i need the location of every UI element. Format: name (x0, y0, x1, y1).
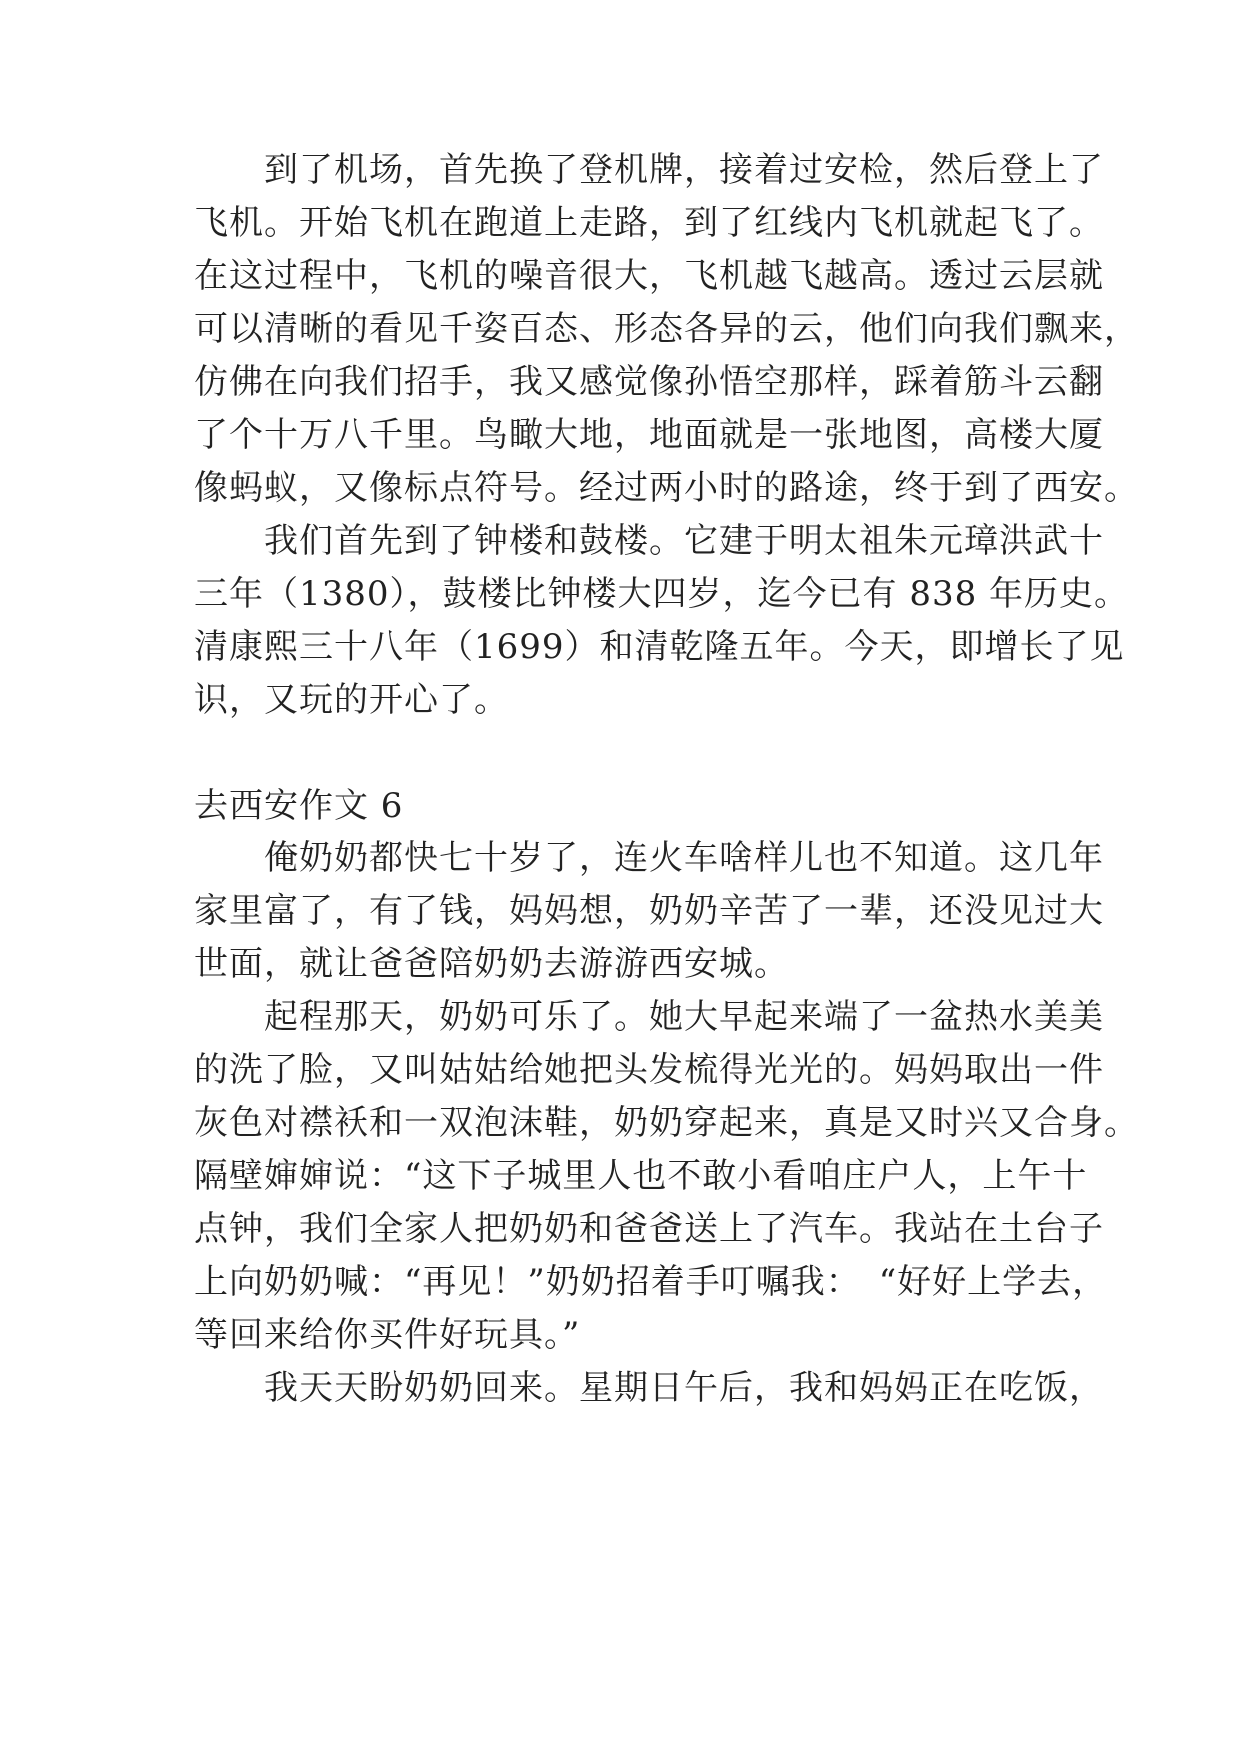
paragraph-line: 三年（1380），鼓楼比钟楼大四岁，迄今已有 838 年历史。 (194, 574, 1130, 614)
paragraph-line: 到了机场，首先换了登机牌，接着过安检，然后登上了 (194, 150, 1104, 190)
paragraph-line: 隔壁婶婶说：“这下子城里人也不敢小看咱庄户人，上午十 (194, 1156, 1088, 1196)
paragraph-line: 世面，就让爸爸陪奶奶去游游西安城。 (194, 944, 789, 984)
paragraph-line: 起程那天，奶奶可乐了。她大早起来端了一盆热水美美 (194, 997, 1104, 1037)
paragraph-line: 飞机。开始飞机在跑道上走路，到了红线内飞机就起飞了。 (194, 203, 1104, 243)
paragraph-line: 的洗了脸，又叫姑姑给她把头发梳得光光的。妈妈取出一件 (194, 1050, 1104, 1090)
paragraph-line: 灰色对襟袄和一双泡沫鞋，奶奶穿起来，真是又时兴又合身。 (194, 1103, 1139, 1143)
paragraph-line: 上向奶奶喊：“再见！”奶奶招着手叮嘱我： “好好上学去， (194, 1262, 1108, 1302)
paragraph-line: 我们首先到了钟楼和鼓楼。它建于明太祖朱元璋洪武十 (194, 521, 1104, 561)
paragraph-line: 在这过程中，飞机的噪音很大，飞机越飞越高。透过云层就 (194, 256, 1104, 296)
paragraph-line: 我天天盼奶奶回来。星期日午后，我和妈妈正在吃饭， (194, 1368, 1104, 1408)
paragraph-line: 等回来给你买件好玩具。” (194, 1315, 581, 1355)
paragraph-line: 俺奶奶都快七十岁了，连火车啥样儿也不知道。这几年 (194, 838, 1104, 878)
paragraph-line: 像蚂蚁，又像标点符号。经过两小时的路途，终于到了西安。 (194, 468, 1139, 508)
section-heading: 去西安作文 6 (194, 786, 404, 826)
paragraph-line: 清康熙三十八年（1699）和清乾隆五年。今天，即增长了见 (194, 627, 1125, 667)
paragraph-line: 仿佛在向我们招手，我又感觉像孙悟空那样，踩着筋斗云翻 (194, 362, 1104, 402)
paragraph-line: 点钟，我们全家人把奶奶和爸爸送上了汽车。我站在土台子 (194, 1209, 1104, 1249)
paragraph-line: 可以清晰的看见千姿百态、形态各异的云，他们向我们飘来， (194, 309, 1139, 349)
paragraph-line: 识，又玩的开心了。 (194, 680, 509, 720)
paragraph-line: 家里富了，有了钱，妈妈想，奶奶辛苦了一辈，还没见过大 (194, 891, 1104, 931)
paragraph-line: 了个十万八千里。鸟瞰大地，地面就是一张地图，高楼大厦 (194, 415, 1104, 455)
